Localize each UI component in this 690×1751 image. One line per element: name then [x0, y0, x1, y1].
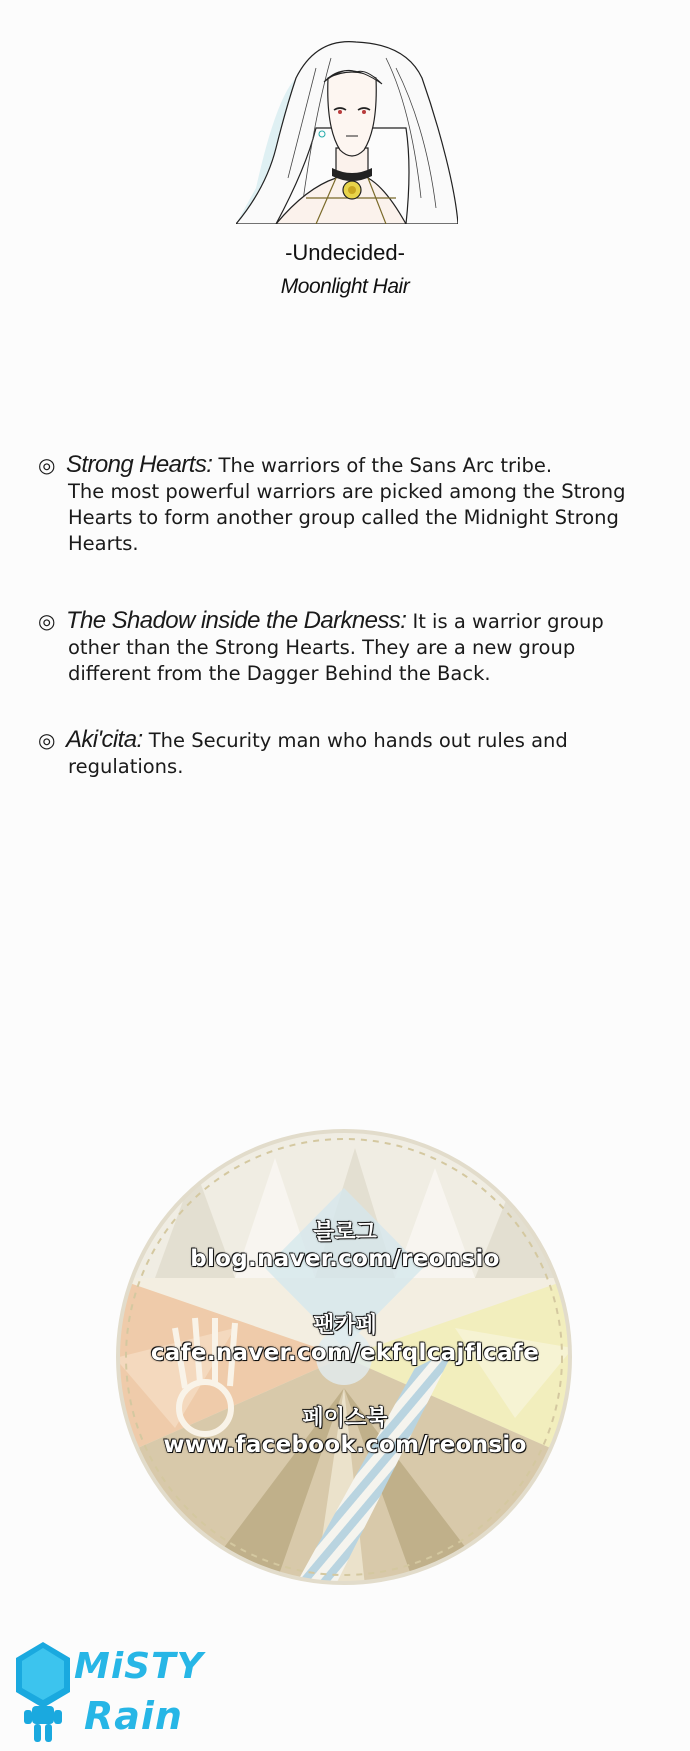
note-bullet: ◎ — [38, 609, 56, 633]
cafe-url-link[interactable]: cafe.naver.com/ekfqlcajflcafe — [150, 1340, 540, 1366]
note-text: It is a warrior group — [406, 610, 604, 633]
logo-text-rain: Rain — [84, 1694, 183, 1738]
character-subtitle: Moonlight Hair — [280, 275, 410, 298]
jellyfish-mascot-icon — [8, 1640, 78, 1746]
misty-rain-logo — [8, 1640, 204, 1750]
note-text: The Security man who hands out rules and — [142, 729, 568, 752]
note-line: regulations. — [68, 755, 184, 778]
note-term: Strong Hearts: — [66, 451, 213, 478]
character-portrait — [236, 38, 458, 224]
note-line: Hearts to form another group called the Midnight Strong — [68, 506, 619, 529]
blog-url-link[interactable]: blog.naver.com/reonsio — [190, 1246, 500, 1272]
note-line: different from the Dagger Behind the Back. — [68, 662, 491, 685]
note-line: other than the Strong Hearts. They are a new group — [68, 636, 576, 659]
note-shadow-inside-darkness — [38, 608, 658, 687]
note-term: The Shadow inside the Darkness: — [66, 607, 407, 634]
note-line: Hearts. — [68, 532, 139, 555]
logo-text-misty: MiSTY — [74, 1646, 204, 1687]
note-text: The warriors of the Sans Arc tribe. — [212, 454, 553, 477]
note-bullet: ◎ — [38, 453, 56, 477]
note-line: The most powerful warriors are picked among the Strong — [68, 480, 626, 503]
facebook-url-link[interactable]: www.facebook.com/reonsio — [163, 1432, 527, 1458]
blog-label: 블로그 — [313, 1220, 377, 1245]
note-bullet: ◎ — [38, 728, 56, 752]
note-strong-hearts — [38, 452, 658, 557]
facebook-label: 페이스북 — [302, 1406, 388, 1431]
note-term: Aki'cita: — [66, 726, 143, 753]
character-name: -Undecided- — [285, 240, 405, 265]
cafe-label: 팬카페 — [313, 1313, 377, 1338]
note-akicita — [38, 727, 658, 780]
